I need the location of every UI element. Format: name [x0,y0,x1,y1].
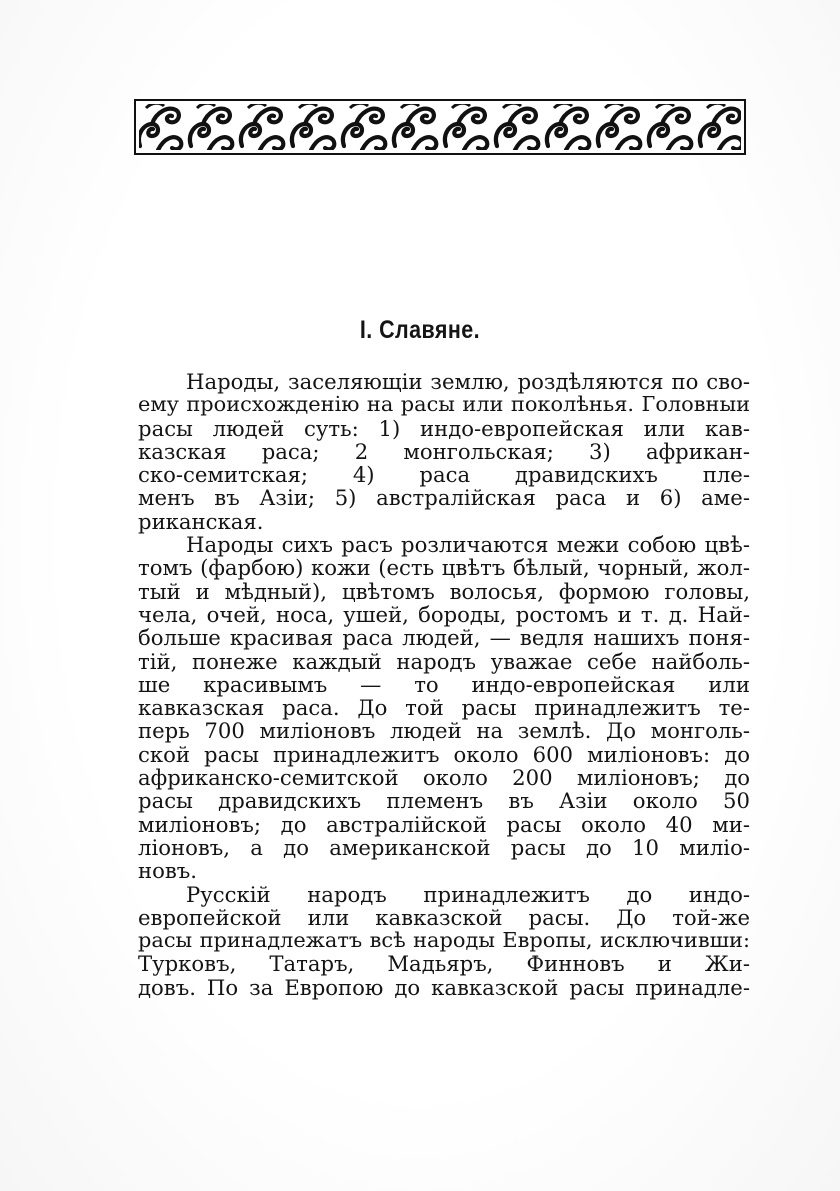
text-line: риканская. [138,508,264,534]
text-line: больше красивая раса людей, — ведля нашихъ поня- [138,625,750,651]
text-line: ему происхожденію на расы или поколѣнья. Головныи [138,392,750,417]
text-line: тый и мѣдный), цвѣтомъ волосья, формою головы, [138,578,750,604]
text-line: ліоновъ, а до американской расы до 10 миліо- [138,834,750,860]
text-line: тій, понеже каждый народъ уважае себе найболь- [138,648,750,674]
text-line: ше красивымъ — то индо-европейская или [138,671,750,697]
paragraph-3 [138,883,750,999]
text-line: Народы, заселяющіи землю, роздѣляются по сво- [186,369,750,394]
text-line: европейской или кавказской расы. До той-же [138,904,750,930]
text-line: расы людей суть: 1) индо-европейская или кав- [138,415,750,441]
body-text [138,370,750,999]
paragraph-2 [138,533,750,882]
text-line: ско-семитская; 4) раса дравидскихъ пле- [138,462,750,488]
text-line: ской расы принадлежитъ около 600 миліоновъ: до [138,741,750,767]
text-line: расы принадлежатъ всѣ народы Европы, исключивши: [138,928,750,953]
text-line: Народы сихъ расъ розличаются межи собою цвѣ- [186,532,750,558]
text-line: томъ (фарбою) кожи (есть цвѣтъ бѣлый, чорный, жол- [138,555,750,581]
text-line: африканско-семитской около 200 миліоновъ; до [138,765,750,791]
text-line: расы дравидскихъ племенъ въ Азіи около 50 [138,788,750,814]
ornament-svg [134,94,746,160]
text-line: казская раса; 2 монгольская; 3) африкан- [138,438,750,464]
text-line: перь 700 миліоновъ людей на землѣ. До монголь- [138,718,750,744]
text-line: кавказская раса. До той расы принадлежитъ те- [138,695,750,721]
text-line: Русскій народъ принадлежитъ до индо- [186,881,750,907]
paragraph-1 [138,370,750,533]
text-line: Турковъ, Татаръ, Мадьяръ, Финновъ и Жи- [138,951,750,977]
text-line: миліоновъ; до австралійской расы около 40 ми- [138,811,750,837]
chapter-title: I. Славяне. [359,316,481,344]
text-line: довъ. По за Европою до кавказской расы принадле- [138,974,750,1000]
text-line: новъ. [138,858,198,884]
ornament-band [134,94,746,160]
text-line: чела, очей, носа, ушей, бороды, ростомъ и т. д. Най- [138,601,750,627]
text-line: менъ въ Азіи; 5) австралійская раса и 6) аме- [138,485,750,511]
